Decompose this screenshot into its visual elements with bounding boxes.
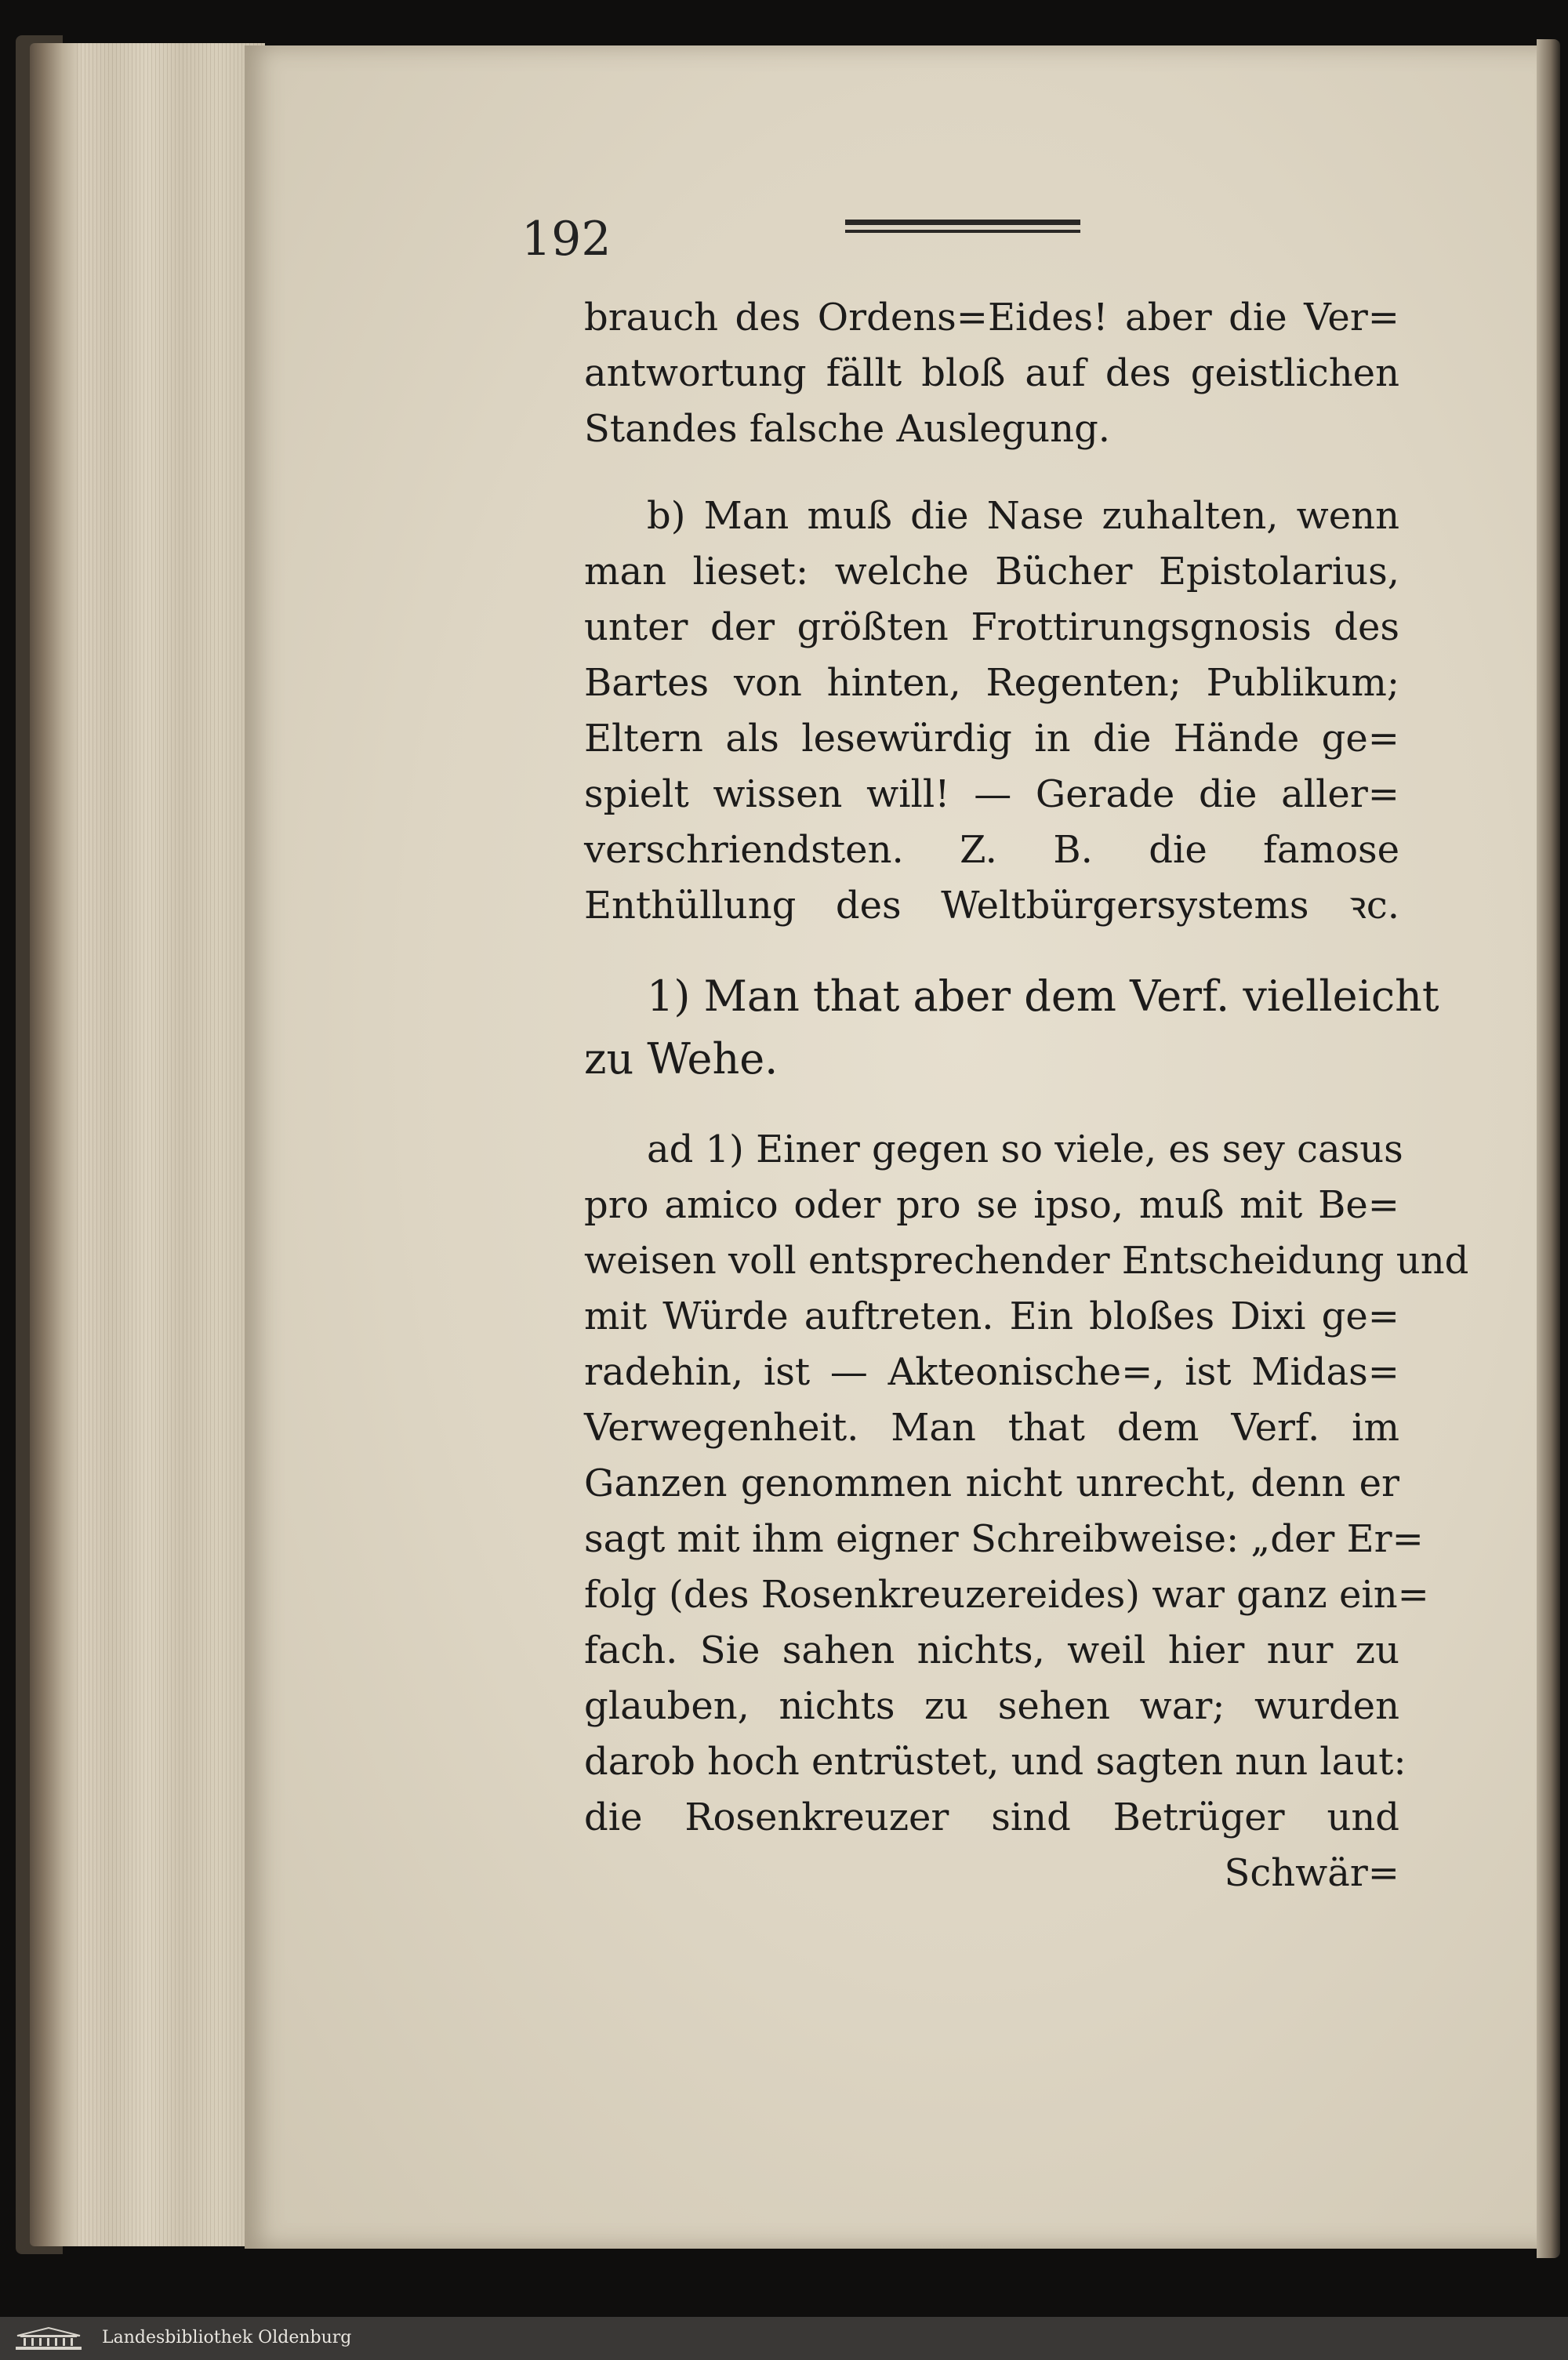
text-line: darob hoch entrüstet, und sagten nun laut: <box>584 1740 1406 1784</box>
text-line: Eltern als lesewürdig in die Hände ge= <box>584 717 1399 761</box>
text-line: Verwegenheit. Man that dem Verf. im <box>584 1406 1399 1450</box>
text-line: ad 1) Einer gegen so viele, es sey casus <box>647 1127 1403 1171</box>
text-line: sagt mit ihm eigner Schreibweise: „der Er= <box>584 1517 1424 1561</box>
text-line: b) Man muß die Nase zuhalten, wenn <box>647 494 1399 538</box>
text-line: weisen voll entsprechender Entscheidung und <box>584 1239 1469 1283</box>
header-rule <box>845 220 1080 238</box>
text-line: Ganzen genommen nicht unrecht, denn er <box>584 1461 1399 1505</box>
footer-bar <box>0 2317 1568 2360</box>
text-line: Standes falsche Auslegung. <box>584 407 1111 451</box>
text-line: Enthüllung des Weltbürgersystems ꝛc. <box>584 884 1399 928</box>
text-line: folg (des Rosenkreuzereides) war ganz ein= <box>584 1573 1429 1617</box>
library-logo-icon <box>14 2326 83 2351</box>
text-line: verschriendsten. Z. B. die famose <box>584 828 1399 872</box>
text-line: unter der größten Frottirungsgnosis des <box>584 605 1399 649</box>
text-line: mit Würde auftreten. Ein bloßes Dixi ge= <box>584 1294 1399 1338</box>
text-line: man lieset: welche Bücher Epistolarius, <box>584 550 1399 594</box>
text-line: pro amico oder pro se ipso, muß mit Be= <box>584 1183 1399 1227</box>
text-line: radehin, ist — Akteonische=, ist Midas= <box>584 1350 1399 1394</box>
text-line: glauben, nichts zu sehen war; wurden <box>584 1684 1399 1728</box>
text-line: Bartes von hinten, Regenten; Publikum; <box>584 661 1399 705</box>
library-name: Landesbibliothek Oldenburg <box>102 2328 352 2347</box>
page-fold-edge <box>1537 39 1560 2258</box>
catchword: Schwär= <box>1224 1851 1399 1895</box>
text-line: antwortung fällt bloß auf des geistlichen <box>584 351 1399 395</box>
text-line: die Rosenkreuzer sind Betrüger und <box>584 1795 1399 1839</box>
page-number: 192 <box>521 212 612 267</box>
main-text <box>584 290 1469 1901</box>
page-stack-edge <box>30 43 265 2246</box>
text-line: 1) Man that aber dem Verf. vielleicht <box>647 971 1439 1021</box>
text-line: brauch des Ordens=Eides! aber die Ver= <box>584 296 1399 339</box>
text-line: fach. Sie sahen nichts, weil hier nur zu <box>584 1628 1399 1672</box>
text-line: spielt wissen will! — Gerade die aller= <box>584 772 1399 816</box>
text-line: zu Wehe. <box>584 1034 779 1084</box>
